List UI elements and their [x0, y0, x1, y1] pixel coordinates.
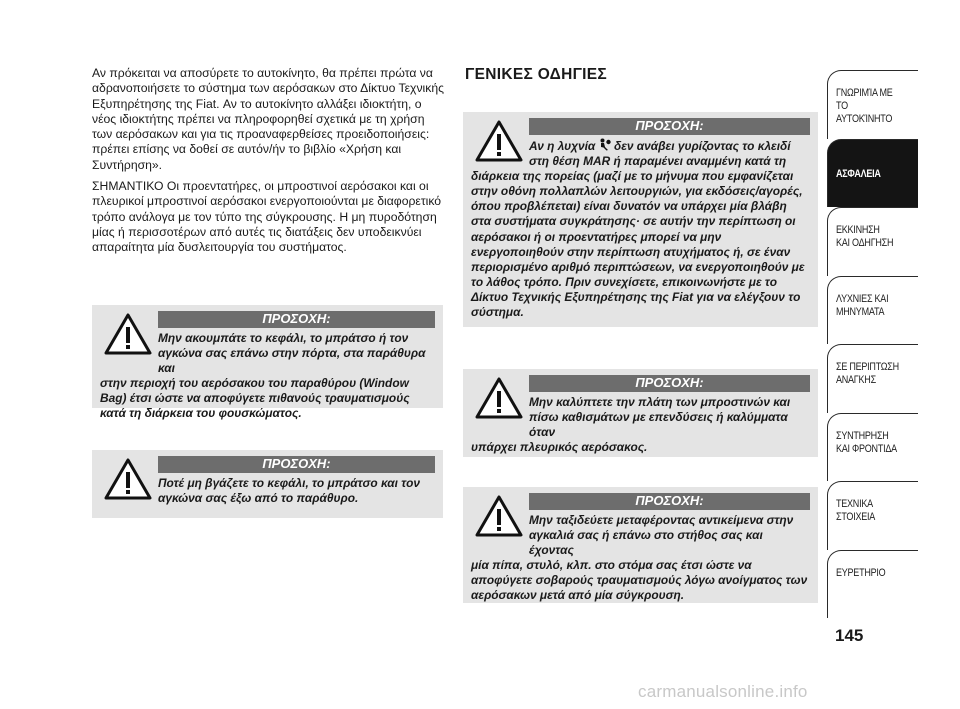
warning-text-part: δεν ανάβει γυρίζοντας το κλειδί στη θέση MAR ή παραμένει αναμμένη κατά τη: [529, 139, 791, 169]
warning-label: ΠΡΟΣΟΧΗ:: [158, 311, 435, 328]
warning-text: Μην καλύπτετε την πλάτη των μπροστινών και πίσω καθισμάτων με επενδύσεις ή καλύμματα όταν: [529, 395, 791, 440]
tab-label: ΓΝΩΡΙΜΊΑ ΜΕ ΤΟ ΑΥΤΟΚΊΝΗΤΟ: [836, 87, 893, 125]
warning-text-continued: μία πίπα, στυλό, κλπ. στο στόμα σας έτσι ώστε να αποφύγετε σοβαρούς τραυματισμούς λόγω ανοίγματος των αερόσακων μετά από μία σύγκρουση.: [471, 558, 808, 603]
warning-text-continued: υπάρχει πλευρικός αερόσακος.: [471, 440, 648, 455]
warning-text-continued: διάρκεια της πορείας (μαζί με το μήνυμα που εμφανίζεται στην οθόνη πολλαπλών λειτουργιών, για εκδόσεις/αγορές, όπου προβλέπεται) είναι δυνατόν να υπάρχει μία βλάβη στα συστήματα συγκράτησης· σε αυτήν την περίπτωση οι αερόσακοι ή οι προεντατήρες μπορεί να μην ενεργοποιηθούν στην περίπτωση ατυχήματος ή, σε έναν περιορισμένο αριθμό περιπτώσεων, να ενεργοποιηθούν με το λάθος τρόπο. Πριν συνεχίσετε, επικοινωνήστε με το Δίκτυο Τεχνικής Εξυπηρέτησης της Fiat για να ελέγξουν το σύστημα.: [471, 169, 805, 320]
paragraph-airbag-disposal: Αν πρόκειται να αποσύρετε το αυτοκίνητο, θα πρέπει πρώτα να αδρανοποιήσετε το σύστημα των αερόσακων στο Δίκτυο Τεχνικής Εξυπηρέτησης της Fiat. Αν το αυτοκίνητο αλλάξει ιδιοκτήτη, ο νέος ιδιοκτήτης πρέπει να πληροφορηθεί σχετικά με τη χρήση των αερόσακων και για τις προαναφερθείσες προειδοποιήσεις: πρέπει επίσης να δοθεί σε αυτόν/ήν το βιβλίο «Χρήση και Συντήρηση».: [92, 66, 444, 172]
left-column: [92, 66, 444, 262]
warning-text: [529, 138, 810, 169]
tab-label: ΛΥΧΝΙΕΣ ΚΑΙ ΜΗΝΥΜΑΤΑ: [836, 292, 889, 318]
page-number: 145: [835, 626, 864, 645]
chapter-tabs: [827, 70, 918, 618]
warning-box-head-window: [92, 305, 443, 421]
warning-label: ΠΡΟΣΟΧΗ:: [529, 118, 810, 135]
tab-technical-data[interactable]: [827, 481, 918, 550]
section-title: ΓΕΝΙΚΕΣ ΟΔΗΓΙΕΣ: [465, 66, 608, 83]
warning-box-objects-lap: [463, 487, 818, 603]
tab-label: ΣΕ ΠΕΡΙΠΤΩΣΗ ΑΝΑΓΚΗΣ: [836, 361, 899, 386]
tab-index[interactable]: [827, 550, 918, 619]
tab-maintenance[interactable]: [827, 413, 918, 482]
tab-warning-lights[interactable]: [827, 276, 918, 345]
warning-box-arm-outside: [92, 450, 443, 518]
tab-label: ΕΚΚΙΝΗΣΗ ΚΑΙ ΟΔΗΓΗΣΗ: [836, 224, 894, 249]
warning-text-part: Αν η λυχνία: [529, 139, 596, 153]
warning-triangle-icon: [104, 313, 152, 355]
warning-triangle-icon: [475, 495, 523, 537]
warning-triangle-icon: [104, 458, 152, 500]
tab-label: ΕΥΡΕΤΗΡΙΟ: [836, 566, 886, 579]
tab-label: ΑΣΦΑΛΕΙΑ: [836, 167, 881, 180]
tab-label: ΣΥΝΤΗΡΗΣΗ ΚΑΙ ΦΡΟΝΤΙΔΑ: [836, 429, 897, 455]
paragraph-important: ΣΗΜΑΝΤΙΚΟ Οι προεντατήρες, οι μπροστινοί αερόσακοι και οι πλευρικοί μπροστινοί αερόσακοι ενεργοποιούνται με διαφορετικό τρόπο ανάλογα με τον τύπο της σύγκρουσης. Η μη πυροδότηση μίας ή περισσοτέρων από αυτές τις διατάξεις δεν υποδεικνύει απαραίτητα μία δυσλειτουργία του συστήματος.: [92, 179, 442, 255]
warning-text: Μην ακουμπάτε το κεφάλι, το μπράτσο ή τον αγκώνα σας επάνω στην πόρτα, στα παράθυρα και: [158, 331, 426, 376]
tab-getting-to-know[interactable]: [827, 70, 918, 139]
warning-label: ΠΡΟΣΟΧΗ:: [158, 456, 435, 473]
warning-box-airbag-lamp: [463, 112, 818, 327]
tab-emergency[interactable]: [827, 344, 918, 413]
warning-text: Ποτέ μη βγάζετε το κεφάλι, το μπράτσο και τον αγκώνα σας έξω από το παράθυρο.: [158, 476, 420, 506]
warning-triangle-icon: [475, 377, 523, 419]
tab-starting-driving[interactable]: [827, 207, 918, 276]
warning-box-seat-covers: [463, 369, 818, 457]
warning-text: Μην ταξιδεύετε μεταφέροντας αντικείμενα στην αγκαλιά σας ή επάνω στο στήθος σας και έχοντας: [529, 513, 794, 558]
tab-label: ΤΕΧΝΙΚΑ ΣΤΟΙΧΕΙΑ: [836, 498, 876, 523]
watermark: carmanualsonline.info: [638, 682, 808, 701]
warning-label: ΠΡΟΣΟΧΗ:: [529, 493, 810, 510]
warning-triangle-icon: [475, 120, 523, 162]
warning-label: ΠΡΟΣΟΧΗ:: [529, 375, 810, 392]
tab-safety[interactable]: [827, 139, 918, 208]
warning-text-continued: στην περιοχή του αερόσακου του παραθύρου (Window Bag) έτσι ώστε να αποφύγετε πιθανούς τραυματισμούς κατά τη διάρκεια του φουσκώματος.: [100, 376, 410, 421]
airbag-warning-lamp-icon: [599, 138, 611, 151]
